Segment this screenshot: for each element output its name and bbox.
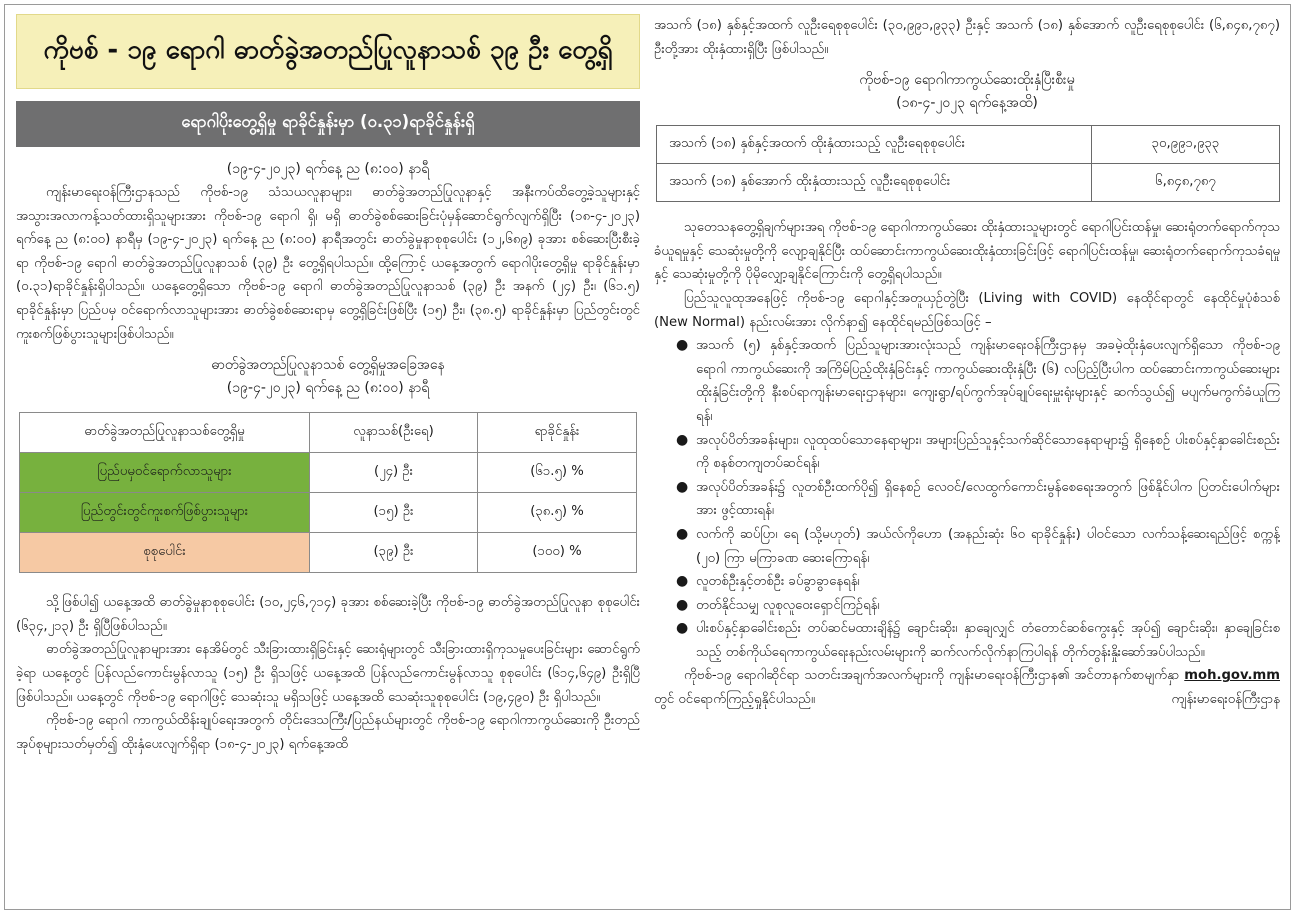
- table-row: [657, 126, 1280, 164]
- bullet-icon: ●: [676, 525, 689, 542]
- right-column: [654, 14, 1280, 904]
- list-item-text: အသက် (၅) နှစ်နှင့်အထက် ပြည်သူများအားလုံးသည် ကျန်းမာရေးဝန်ကြီးဌာနမှ အခမဲ့ထိုးနှံပေးလျက်ရှိသော ကိုဗစ်-၁၉ ရောဂါ ကာကွယ်ဆေးကို အကြိမ်ပြည့်ထိုးနှံခြင်းနှင့် ကာကွယ်ဆေးထိုးနှံပြီး (၆) လပြည့်ပြီးပါက ထပ်ဆောင်းကာကွယ်ဆေးများ ထိုးနှံခြင်းတို့ကို နီးစပ်ရာကျန်းမာရေးဌာနများ၊ ကျေးရွာ/ရပ်ကွက်အုပ်ချုပ်ရေးမှူးရုံးများနှင့် ဆက်သွယ်၍ မပျက်မကွက်ခံယူကြရန်၊: [696, 338, 1280, 424]
- table-row: [20, 493, 637, 533]
- list-item-text: လက်ကို ဆပ်ပြာ၊ ရေ (သို့မဟုတ်) အယ်လ်ကိုဟော (အနည်းဆုံး ၆၀ ရာခိုင်နှုန်း) ပါဝင်သော လက်သန့်ဆေးရည်ဖြင့် စက္ကန့် (၂၀) ကြာ မကြာခဏ ဆေးကြောရန်၊: [696, 526, 1280, 566]
- list-item-text: လူတစ်ဦးနှင့်တစ်ဦး ခပ်ခွာခွာနေရန်၊: [696, 574, 860, 590]
- signature: ကျန်းမာရေးဝန်ကြီးဌာန: [1171, 692, 1280, 708]
- new-normal-paragraph: ပြည်သူလူထုအနေဖြင့် ကိုဗစ်-၁၉ ရောဂါနှင့်အတူယှဉ်တွဲပြီး (Living with COVID) နေထိုင်ရာတွင် နေထိုင်မှုပုံစံသစ် (New Normal) နည်းလမ်းအား လိုက်နာ၍ နေထိုင်ရမည်ဖြစ်သဖြင့် –: [654, 290, 1280, 330]
- row-count: (၁၅) ဦး: [310, 493, 478, 533]
- new-cases-table: [19, 412, 637, 573]
- table-dateline: (၁၉-၄-၂၀၂၃) ရက်နေ့ ည (၈:၀၀) နာရီ: [226, 380, 430, 397]
- list-item: [676, 334, 1280, 428]
- list-item-text: အလုပ်ပိတ်အခန်း၌ လူတစ်ဦးထက်ပို၍ ရှိနေစဉ် လေဝင်/လေထွက်ကောင်းမွန်စေရေးအတွက် ဖြစ်နိုင်ပါက ပြတင်းပေါက်များအား ဖွင့်ထားရန်၊: [696, 479, 1280, 519]
- vacc-value-adult: ၃၀,၉၉၁,၉၃၃: [1092, 126, 1280, 164]
- cumulative-tests-paragraph: သို့ဖြစ်ပါ၍ ယနေ့အထိ ဓာတ်ခွဲမှုနာစုစုပေါင်း (၁၀,၂၄၆,၇၁၄) ခုအား စစ်ဆေးခဲ့ပြီး ကိုဗစ်-၁၉ ဓာတ်ခွဲအတည်ပြုလူနာ စုစုပေါင်း (၆၃၄,၂၁၃) ဦး ရှိပြီဖြစ်ပါသည်။: [16, 595, 640, 634]
- report-dateline: (၁၉-၄-၂၀၂၃) ရက်နေ့ ည (၈:၀၀) နာရီ: [226, 161, 430, 177]
- list-item: [676, 429, 1280, 476]
- col-header-category: ဓာတ်ခွဲအတည်ပြုလူနာသစ်တွေ့ရှိမှု: [20, 413, 310, 453]
- table-row: [20, 453, 637, 493]
- vaccination-paragraph: ကိုဗစ်-၁၉ ရောဂါ ကာကွယ်ထိန်းချုပ်ရေးအတွက် တိုင်းဒေသကြီး/ပြည်နယ်များတွင် ကိုဗစ်-၁၉ ရောဂါကာကွယ်ဆေးကို ဦးတည်အုပ်စုများသတ်မှတ်၍ ထိုးနှံပေးလျက်ရှိရာ (၁၈-၄-၂၀၂၃) ရက်နေ့အထိ: [16, 713, 640, 752]
- vacc-label-minor: အသက် (၁၈) နှစ်အောက် ထိုးနှံထားသည့် လူဦးရေစုစုပေါင်း: [657, 164, 1092, 202]
- row-label-local: ပြည်တွင်းတွင်ကူးစက်ဖြစ်ပွားသူများ: [20, 493, 310, 533]
- table-row: [657, 164, 1280, 202]
- bullet-icon: ●: [676, 573, 689, 590]
- col-header-percent: ရာခိုင်နှုန်း: [478, 413, 637, 453]
- bullet-icon: ●: [676, 596, 689, 613]
- vacc-value-minor: ၆,၈၄၈,၇၈၇: [1092, 164, 1280, 202]
- vaccination-dateline: (၁၈-၄-၂၀၂၃ ရက်နေ့အထိ): [896, 95, 1038, 112]
- footer-paragraph: [654, 664, 1280, 711]
- col-header-count: လူနာသစ်(ဦးရေ): [310, 413, 478, 453]
- positivity-banner: ရောဂါပိုးတွေ့ရှိမှု ရာခိုင်နှုန်းမှာ (၀.၃၁)ရာခိုင်နှုန်းရှိ: [16, 101, 640, 147]
- website-link[interactable]: moh.gov.mm: [1184, 668, 1280, 684]
- list-item: [676, 617, 1280, 664]
- row-percent: (၁၀၀) %: [478, 533, 637, 573]
- table-heading: ဓာတ်ခွဲအတည်ပြုလူနာသစ် တွေ့ရှိမှုအခြေအနေ: [211, 357, 445, 374]
- bullet-icon: ●: [676, 478, 689, 495]
- list-item: [676, 570, 1280, 594]
- vacc-label-adult: အသက် (၁၈) နှစ်နှင့်အထက် ထိုးနှံထားသည့် လူဦးရေစုစုပေါင်း: [657, 126, 1092, 164]
- left-column: [16, 14, 640, 904]
- row-percent: (၆၁.၅) %: [478, 453, 637, 493]
- bullet-icon: ●: [676, 620, 689, 637]
- list-item: [676, 523, 1280, 570]
- row-label-total: စုစုပေါင်း: [20, 533, 310, 573]
- list-item: [676, 476, 1280, 523]
- guidance-list: [676, 334, 1280, 664]
- list-item-text: ပါးစပ်နှင့်နှာခေါင်းစည်း တပ်ဆင်မထားချိန်၌ ချောင်းဆိုး၊ နှာချေလျှင် တံတောင်ဆစ်ကွေးနှင့် အုပ်၍ ချောင်းဆိုး၊ နှာချေခြင်းစသည့် တစ်ကိုယ်ရေကာကွယ်ရေးနည်းလမ်းများကို ဆက်လက်လိုက်နာကြပါရန် တိုက်တွန်းနှိုးဆော်အပ်ပါသည်။: [696, 621, 1280, 660]
- list-item-text: တတ်နိုင်သမျှ လူစုလူဝေးရှောင်ကြဉ်ရန်၊: [696, 597, 880, 613]
- vaccination-heading: ကိုဗစ်-၁၉ ရောဂါကာကွယ်ဆေးထိုးနှံပြီးစီးမှု: [859, 72, 1075, 89]
- list-item-text: အလုပ်ပိတ်အခန်းများ၊ လူထုထပ်သောနေရာများ၊ အများပြည်သူနှင့်သက်ဆိုင်သောနေရာများ၌ ရှိနေစဉ် ပါးစပ်နှင့်နှာခေါင်းစည်းကို စနစ်တကျတပ်ဆင်ရန်၊: [696, 432, 1280, 472]
- bullet-icon: ●: [676, 431, 689, 448]
- intro-paragraph: ကျန်းမာရေးဝန်ကြီးဌာနသည် ကိုဗစ်-၁၉ သံသယလူနာများ၊ ဓာတ်ခွဲအတည်ပြုလူနာနှင့် အနီးကပ်ထိတွေ့ခဲ့သူများနှင့် အသွားအလာကန့်သတ်ထားရှိသူများအား ကိုဗစ်-၁၉ ရောဂါ ရှိ၊ မရှိ ဓာတ်ခွဲစစ်ဆေးခြင်းပုံမှန်ဆောင်ရွက်လျက်ရှိပြီး (၁၈-၄-၂၀၂၃) ရက်နေ့ ည (၈:၀၀) နာရီမှ (၁၉-၄-၂၀၂၃) ရက်နေ့ ည (၈:၀၀) နာရီအတွင်း ဓာတ်ခွဲမှုနာစုစုပေါင်း (၁၂,၆၈၉) ခုအား စစ်ဆေးပြီးစီးခဲ့ရာ ကိုဗစ်-၁၉ ရောဂါ ဓာတ်ခွဲအတည်ပြုလူနာသစ် (၃၉) ဦး တွေ့ရှိရပါသည်။ ထို့ကြောင့် ယနေ့အတွက် ရောဂါပိုးတွေ့ရှိမှု ရာခိုင်နှုန်းမှာ (၀.၃၁)ရာခိုင်နှုန်းရှိပါသည်။ ယနေ့တွေ့ရှိသော ကိုဗစ်-၁၉ ရောဂါ ဓာတ်ခွဲအတည်ပြုလူနာသစ် (၃၉) ဦး အနက် (၂၄) ဦး၊ (၆၁.၅) ရာခိုင်နှုန်းမှာ ပြည်ပမှ ဝင်ရောက်လာသူများအား ဓာတ်ခွဲစစ်ဆေးရာမှ တွေ့ရှိခြင်းဖြစ်ပြီး (၁၅) ဦး၊ (၃၈.၅) ရာခိုင်နှုန်းမှာ ပြည်တွင်းတွင် ကူးစက်ဖြစ်ပွားသူများဖြစ်ပါသည်။: [16, 185, 640, 342]
- list-item: [676, 594, 1280, 618]
- bullet-icon: ●: [676, 337, 689, 354]
- vaccination-intro: အသက် (၁၈) နှစ်နှင့်အထက် လူဦးရေစုစုပေါင်း (၃၀,၉၉၁,၉၃၃) ဦးနှင့် အသက် (၁၈) နှစ်အောက် လူဦးရေစုစုပေါင်း (၆,၈၄၈,၇၈၇) ဦးတို့အား ထိုးနှံထားရှိပြီး ဖြစ်ပါသည်။: [654, 18, 1280, 57]
- headline: ကိုဗစ် - ၁၉ ရောဂါ ဓာတ်ခွဲအတည်ပြုလူနာသစ် ၃၉ ဦး တွေ့ရှိ: [16, 14, 640, 89]
- vaccination-table: [656, 125, 1280, 202]
- recovery-paragraph: ဓာတ်ခွဲအတည်ပြုလူနာများအား နေအိမ်တွင် သီးခြားထားရှိခြင်းနှင့် ဆေးရုံများတွင် သီးခြားထားရှိကုသမှုပေးခြင်းများ ဆောင်ရွက်ခဲ့ရာ ယနေ့တွင် ပြန်လည်ကောင်းမွန်လာသူ (၁၅) ဦး ရှိသဖြင့် ယနေ့အထိ ပြန်လည်ကောင်းမွန်လာသူ စုစုပေါင်း (၆၁၄,၆၄၉) ဦးရှိပြီဖြစ်ပါသည်။ ယနေ့တွင် ကိုဗစ်-၁၉ ရောဂါဖြင့် သေဆုံးသူ မရှိသဖြင့် ယနေ့အထိ သေဆုံးသူစုစုပေါင်း (၁၉,၄၉၀) ဦး ရှိပါသည်။: [16, 642, 640, 705]
- row-label-imported: ပြည်ပမှဝင်ရောက်လာသူများ: [20, 453, 310, 493]
- row-count: (၂၄) ဦး: [310, 453, 478, 493]
- footer-text: ကိုဗစ်-၁၉ ရောဂါဆိုင်ရာ သတင်းအချက်အလက်များကို ကျန်းမာရေးဝန်ကြီးဌာန၏ အင်တာနက်စာမျက်နှာ: [684, 668, 1180, 684]
- research-paragraph: သုတေသနတွေ့ရှိချက်များအရ ကိုဗစ်-၁၉ ရောဂါကာကွယ်ဆေး ထိုးနှံထားသူများတွင် ရောဂါပြင်းထန်မှု၊ ဆေးရုံတက်ရောက်ကုသခံယူရမှုနှင့် သေဆုံးမှုတို့ကို လျော့ချနိုင်ပြီး ထပ်ဆောင်းကာကွယ်ဆေးထိုးနှံထားခြင်းဖြင့် ရောဂါပြင်းထန်မှု၊ ဆေးရုံတက်ရောက်ကုသခံရမှုနှင့် သေဆုံးမှုတို့ကို ပိုမိုလျှော့ချနိုင်ကြောင်းကို တွေ့ရှိရပါသည်။: [654, 220, 1280, 283]
- footer-text-after: တွင် ဝင်ရောက်ကြည့်ရှုနိုင်ပါသည်။: [654, 692, 815, 708]
- row-percent: (၃၈.၅) %: [478, 493, 637, 533]
- row-count: (၃၉) ဦး: [310, 533, 478, 573]
- table-header-row: [20, 413, 637, 453]
- table-row: [20, 533, 637, 573]
